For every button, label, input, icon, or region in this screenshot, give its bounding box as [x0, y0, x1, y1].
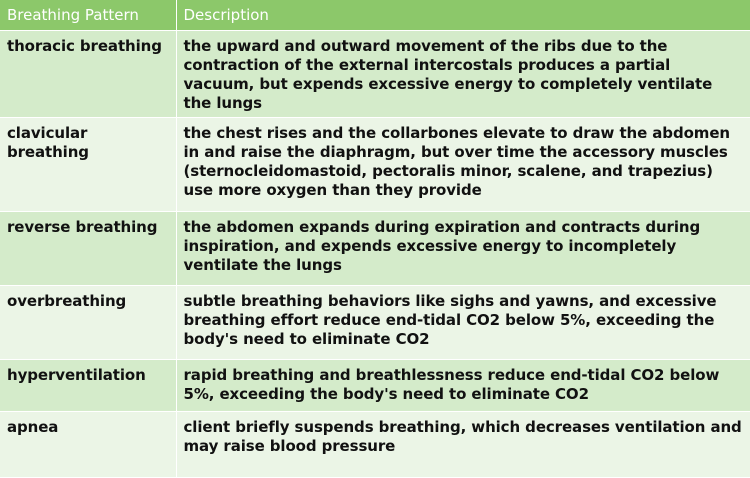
description-cell: client briefly suspends breathing, which decreases ventilation and may raise blood pressure — [176, 412, 750, 478]
header-description: Description — [176, 0, 750, 31]
table-row — [0, 286, 750, 360]
pattern-cell: reverse breathing — [0, 212, 176, 286]
table-row — [0, 118, 750, 212]
pattern-cell: overbreathing — [0, 286, 176, 360]
table-row — [0, 212, 750, 286]
table-header — [0, 0, 750, 31]
table-body — [0, 31, 750, 478]
table-row — [0, 360, 750, 412]
description-cell: the chest rises and the collarbones elevate to draw the abdomen in and raise the diaphragm, but over time the accessory muscles (sternocleidomastoid, pectoralis minor, scalene, and trapezius) use more oxygen than they provide — [176, 118, 750, 212]
pattern-cell: clavicular breathing — [0, 118, 176, 212]
header-breathing-pattern: Breathing Pattern — [0, 0, 176, 31]
pattern-cell: apnea — [0, 412, 176, 478]
description-cell: the upward and outward movement of the ribs due to the contraction of the external intercostals produces a partial vacuum, but expends excessive energy to completely ventilate the lungs — [176, 31, 750, 118]
description-cell: the abdomen expands during expiration and contracts during inspiration, and expends excessive energy to incompletely ventilate the lungs — [176, 212, 750, 286]
table-row — [0, 412, 750, 478]
description-cell: rapid breathing and breathlessness reduce end-tidal CO2 below 5%, exceeding the body's need to eliminate CO2 — [176, 360, 750, 412]
pattern-cell: thoracic breathing — [0, 31, 176, 118]
description-cell: subtle breathing behaviors like sighs and yawns, and excessive breathing effort reduce end-tidal CO2 below 5%, exceeding the body's need to eliminate CO2 — [176, 286, 750, 360]
pattern-cell: hyperventilation — [0, 360, 176, 412]
table-row — [0, 31, 750, 118]
